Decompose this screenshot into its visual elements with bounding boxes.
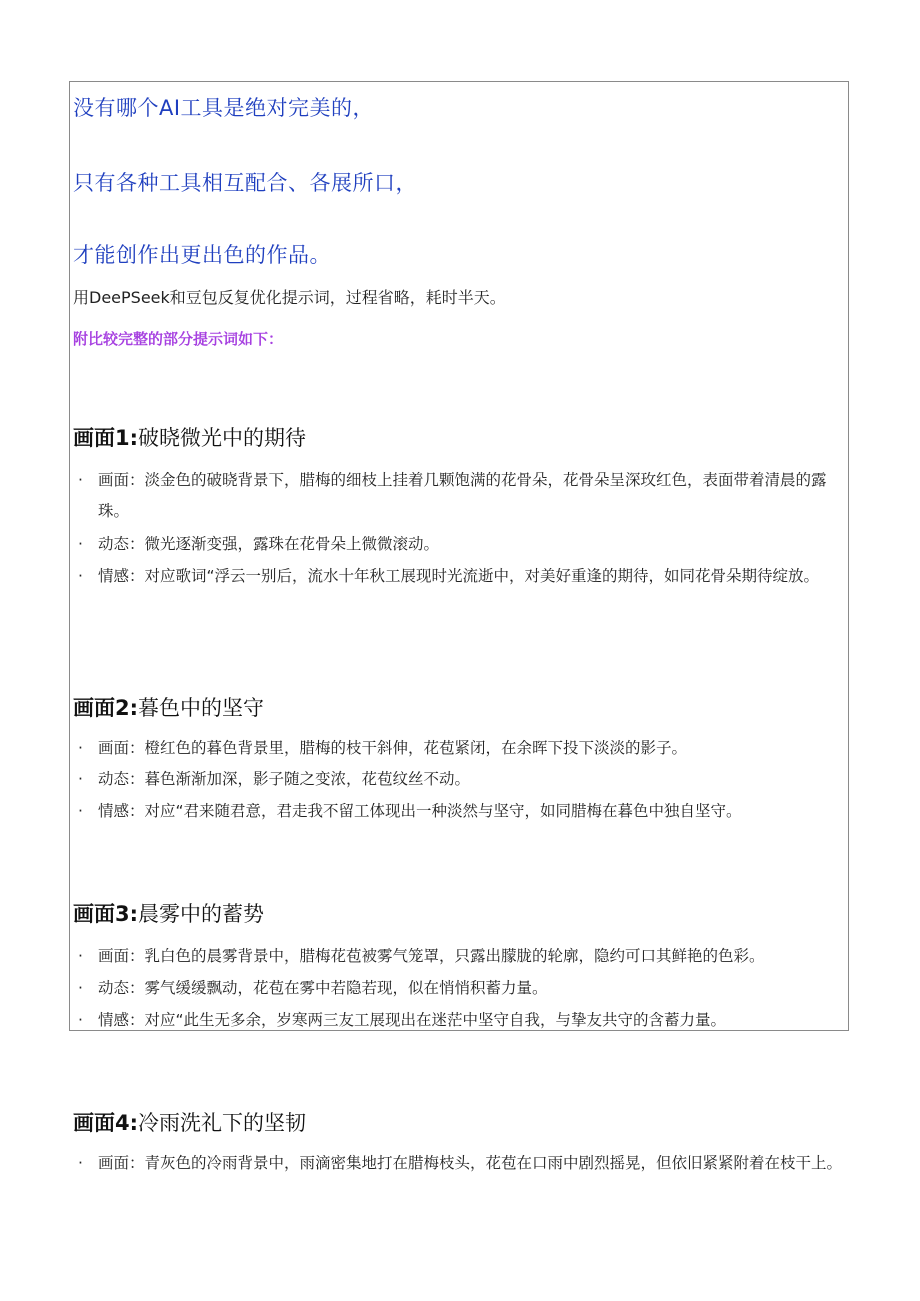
bullet-icon: · (78, 979, 83, 997)
list-item (78, 796, 850, 827)
list-item-text: 画面：淡金色的破晓背景下，腊梅的细枝上挂着几颗饱满的花骨朵，花骨朵呈深玫红色，表面带着清晨的露珠。 (98, 471, 827, 520)
list-item-text: 动态：微光逐渐变强，露珠在花骨朵上微微滚动。 (98, 535, 440, 553)
scene-4-heading (73, 1107, 306, 1137)
scene-3-heading (73, 898, 264, 928)
scene-1-title: 破晓微光中的期待 (138, 426, 307, 450)
process-note: 用DeePSeek和豆包反复优化提示词，过程省略，耗时半天。 (73, 288, 506, 307)
scene-1-label: 画面1: (73, 426, 139, 450)
list-item-text: 情感：对应歌词“浮云一别后，流水十年秋工展现时光流逝中，对美好重逢的期待，如同花骨朵期待绽放。 (98, 567, 820, 585)
bullet-icon: · (78, 947, 83, 965)
bullet-icon: · (78, 1154, 83, 1172)
list-item (78, 973, 850, 1004)
intro-line-1: 没有哪个AI工具是绝对完美的， (73, 96, 375, 120)
list-item (78, 561, 850, 592)
list-item (78, 941, 850, 972)
scene-2-title: 暮色中的坚守 (138, 696, 265, 720)
scene-4-title: 冷雨洗礼下的坚韧 (138, 1111, 307, 1135)
scene-2-label: 画面2: (73, 696, 139, 720)
bullet-icon: · (78, 1011, 83, 1029)
bullet-icon: · (78, 739, 83, 757)
list-item (78, 764, 850, 795)
bullet-icon: · (78, 567, 83, 585)
list-item-text: 动态：雾气缓缓飘动，花苞在雾中若隐若现，似在悄悄积蓄力量。 (98, 979, 548, 997)
list-item (78, 1148, 850, 1179)
bullet-icon: · (78, 471, 83, 489)
list-item-text: 画面：乳白色的晨雾背景中，腊梅花苞被雾气笼罩，只露出朦胧的轮廓，隐约可口其鲜艳的色彩。 (98, 947, 765, 965)
bullet-icon: · (78, 535, 83, 553)
intro-line-3: 才能创作出更出色的作品。 (73, 243, 331, 267)
list-item-text: 画面：橙红色的暮色背景里，腊梅的枝干斜伸，花苞紧闭，在余晖下投下淡淡的影子。 (98, 739, 688, 757)
list-item-text: 动态：暮色渐渐加深，影子随之变浓，花苞纹丝不动。 (98, 770, 471, 788)
scene-1-heading (73, 422, 306, 452)
scene-2-heading (73, 692, 264, 722)
list-item (78, 529, 850, 560)
list-item-text: 画面：青灰色的冷雨背景中，雨滴密集地打在腊梅枝头，花苞在口雨中剧烈摇晃，但依旧紧紧附着在枝干上。 (98, 1154, 843, 1172)
list-item-text: 情感：对应“此生无多余，岁寒两三友工展现出在迷茫中坚守自我，与挚友共守的含蓄力量。 (98, 1011, 727, 1029)
scene-3-label: 画面3: (73, 902, 139, 926)
scene-4-label: 画面4: (73, 1111, 139, 1135)
bullet-icon: · (78, 802, 83, 820)
list-item (78, 465, 850, 527)
scene-3-title: 晨雾中的蓄势 (138, 902, 265, 926)
list-item (78, 733, 850, 764)
prompt-intro-note: 附比较完整的部分提示词如下： (73, 330, 284, 348)
list-item-text: 情感：对应“君来随君意，君走我不留工体现出一种淡然与坚守，如同腊梅在暮色中独自坚守。 (98, 802, 742, 820)
intro-line-2: 只有各种工具相互配合、各展所口， (73, 171, 417, 195)
bullet-icon: · (78, 770, 83, 788)
list-item (78, 1005, 850, 1036)
